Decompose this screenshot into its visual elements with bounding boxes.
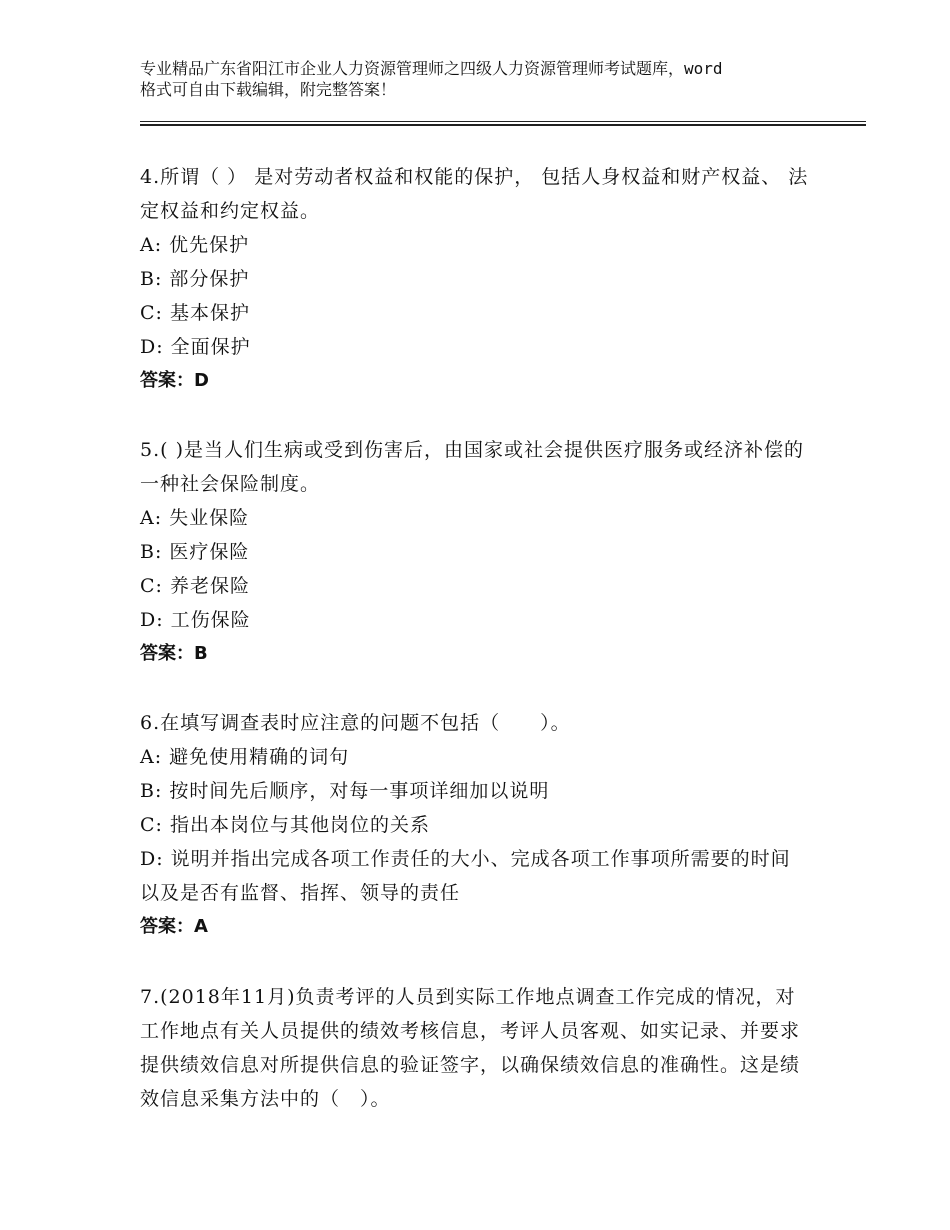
question-4 [140,160,810,398]
option-c: C: 基本保护 [140,302,250,324]
option-a: A: 避免使用精确的词句 [140,746,350,768]
question-5 [140,433,810,671]
answer: 答案：D [140,370,209,391]
answer: 答案：A [140,916,208,937]
option-d: D: 全面保护 [140,336,251,358]
option-a: A: 优先保护 [140,234,250,256]
option-d: D: 说明并指出完成各项工作责任的大小、完成各项工作事项所需要的时间以及是否有监督、指挥、领导的责任 [140,848,791,904]
header-line-2: 格式可自由下载编辑，附完整答案！ [140,80,397,99]
document-header [140,58,840,100]
option-b: B: 按时间先后顺序，对每一事项详细加以说明 [140,780,550,802]
question-7 [140,980,810,1116]
option-c: C: 指出本岗位与其他岗位的关系 [140,814,430,836]
option-c: C: 养老保险 [140,575,250,597]
question-text: 6.在填写调查表时应注意的问题不包括（ ）。 [140,712,571,734]
header-divider-thick [140,124,866,126]
question-text: 7.(2018年11月)负责考评的人员到实际工作地点调查工作完成的情况，对工作地点有关人员提供的绩效考核信息，考评人员客观、如实记录、并要求提供绩效信息对所提供信息的验证签字，以确保绩效信息的准确性。这是绩效信息采集方法中的（ ）。 [140,986,801,1110]
question-text: 4.所谓（ ） 是对劳动者权益和权能的保护， 包括人身权益和财产权益、 法定权益和约定权益。 [140,166,809,222]
option-b: B: 部分保护 [140,268,250,290]
option-b: B: 医疗保险 [140,541,250,563]
header-divider-thin [140,121,866,122]
question-6 [140,706,810,944]
option-d: D: 工伤保险 [140,609,251,631]
option-a: A: 失业保险 [140,507,250,529]
header-line-1: 专业精品广东省阳江市企业人力资源管理师之四级人力资源管理师考试题库，word [140,59,723,78]
answer: 答案：B [140,643,208,664]
question-text: 5.( )是当人们生病或受到伤害后，由国家或社会提供医疗服务或经济补偿的一种社会保险制度。 [140,439,804,495]
